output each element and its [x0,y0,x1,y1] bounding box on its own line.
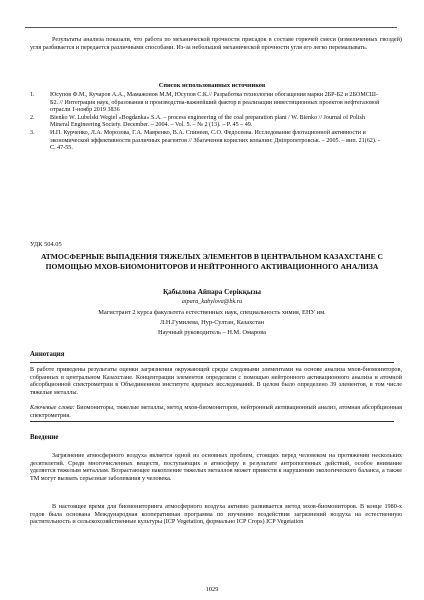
author-affiliation [30,308,394,337]
top-divider [25,27,397,28]
author-name: Қабылова Айпара Серікқызы [162,288,262,296]
udk-code: УДК 504.05 [30,241,62,248]
reference-text: Bienko W. Lubelski Wegiel «Bogdanka» S.A. – process engineering of the coal preparation plant / W. Bienko // Journal of Polish Mineral Engineering Society. December. – 2004. – Vol. 5. – № 2 (13). – P. 45 – 49. [50,114,365,129]
reference-number: 2. [30,114,35,121]
annotation-divider [30,362,394,363]
reference-number: 3. [30,129,35,136]
reference-item [30,115,382,130]
page-number: 1029 [205,586,219,593]
references-list [30,92,382,153]
keywords-text: Биомониторы, тяжелые металлы, метод мхов-биомониторов, нейтронный активационный анализ, атомная абсорбционная спектрометрия. [30,404,402,419]
affiliation-line: Научный руководитель – Н.М. Омарова [157,328,267,336]
introduction-paragraph: В настоящее время для биомониторинга атмосферного воздуха активно развивается метод мхов-биомониторов. В конце 1980-х годов была основана Международная кооперативная программа по изучению воздействия загрязнений воздуха на естественную растительность и сельскохозяйственные культуры (ICP Vegetation, формально ICP Crops) ICP Vegetation [30,503,402,526]
article-title: АТМОСФЕРНЫЕ ВЫПАДЕНИЯ ТЯЖЕЛЫХ ЭЛЕМЕНТОВ В ЦЕНТРАЛЬНОМ КАЗАХСТАНЕ С ПОМОЩЬЮ МХОВ-БИОМОНИТОРОВ И НЕЙТРОННОГО АКТИВАЦИОННОГО АНАЛИЗА [40,252,384,271]
keywords [30,404,402,419]
reference-text: Юсупов Ф.М., Кучаров А.А., Мамажонов М.М, Юсупов С.К.// Разработка технологии обогащения марки 2БР-Б2 и 2БОМСШ-Б2. // Интеграция наук, образования и производства-важнейший фактор в реализации инвестиционных проектов нефтегазовой отрасли 1-ноябр 2019 3836 [50,92,380,114]
author-email: aipara_kabylova@bk.ru [181,298,243,305]
introduction-heading: Введение [30,434,59,441]
keywords-label: Ключевые слова: [30,404,75,411]
affiliation-line: Л.Н.Гумилева, Нур-Султан, Казахстан [159,318,265,326]
references-title: Список использованных источников [158,82,266,89]
affiliation-line: Магистрант 2 курса факультета естественных наук, специальность химия, ЕНУ им. [98,309,326,316]
reference-item [30,92,382,115]
introduction-paragraph: Загрязнение атмосферного воздуха является одной из основных проблем, стоящих перед человеком на протяжении нескольких десятилетий. Среди многочисленных веществ, поступающих в атмосферу в результате антропогенных действий, особое внимание уделяется тяжелым металлам. Возрастающее накопление тяжелых металлов может привести к нарушению экологического баланса, а также ТМ могут вызвать серьезные заболевания у человека. [30,452,402,482]
annotation-text: В работе приведены результаты оценки загрязнения окружающей среды следовыми элементами на основе анализа мхов-биомониторов, собранных в центральном Казахстане. Концентрации элементов определяли с помощью нейтронного активационного анализа и атомной абсорбционной спектрометрии в Объединенном институте ядерных исследований. В целом было определено 39 элементов, в том числе тяжелые металлы. [30,366,402,396]
reference-text: И.П. Курченко, Л.А. Морозова, Г.А. Мавренко, В.А. Спинеев, С.О. Федосеева. Исследование флотационной активности и экономической эффективности различных реагентов // Збагачення корисних копалин: Днiпропетровськ. – 2005. – вип. 21(62). - С. 47-55. [50,129,380,152]
keywords-divider [30,421,394,422]
annotation-heading: Аннотация [30,351,65,358]
intro-paragraph: Результаты анализа показали, что работа по механической прочности присадок в составе горючей смеси (измельченных гвоздей) угля разбивается и передается различными способами. Из-за небольшой механической прочности угля его легко перемалывать. [30,36,402,51]
reference-item [30,130,382,153]
reference-number: 1. [30,92,35,98]
